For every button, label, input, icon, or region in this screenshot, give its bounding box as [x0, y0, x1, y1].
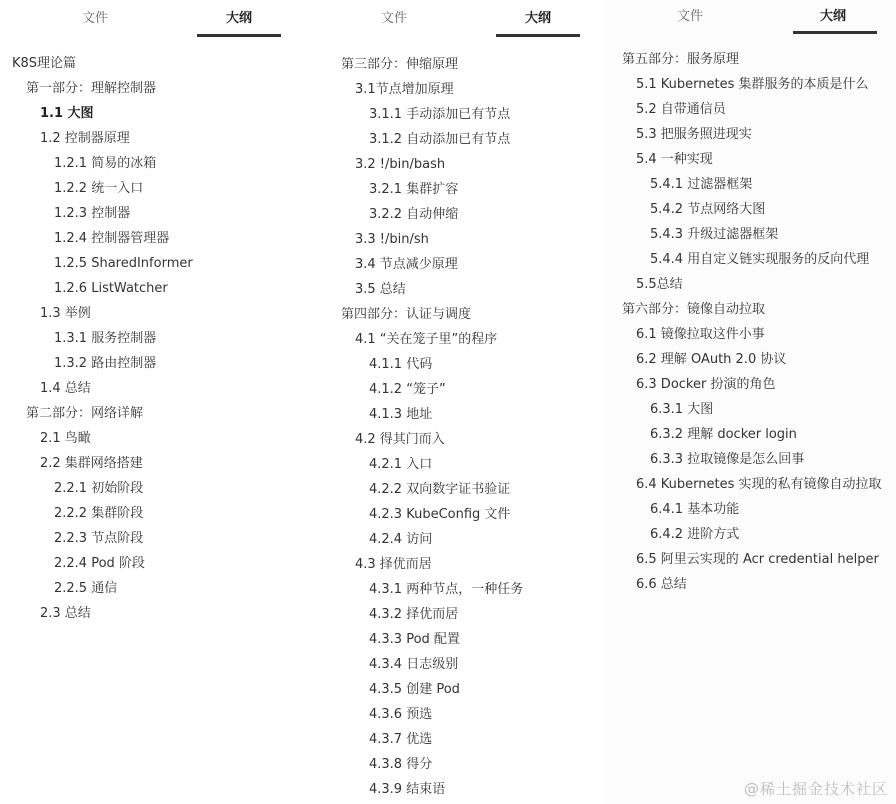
outline-item[interactable]: 1.2.5 SharedInformer: [54, 256, 193, 271]
outline-item[interactable]: 4.1.3 地址: [369, 407, 433, 422]
outline-item[interactable]: 5.4.4 用自定义链实现服务的反向代理: [650, 252, 870, 267]
outline-item[interactable]: 1.2.1 简易的冰箱: [54, 156, 157, 171]
outline-item[interactable]: 5.2 自带通信员: [636, 102, 726, 117]
outline-item[interactable]: K8S理论篇: [12, 56, 77, 71]
outline-item[interactable]: 3.1节点增加原理: [355, 82, 454, 97]
outline-item[interactable]: 6.1 镜像拉取这件小事: [636, 327, 765, 342]
outline-item[interactable]: 6.6 总结: [636, 577, 687, 592]
outline-item[interactable]: 3.2 !/bin/bash: [355, 157, 446, 172]
outline-item[interactable]: 2.2 集群网络搭建: [40, 456, 143, 471]
tab-file[interactable]: 文件: [677, 9, 704, 24]
outline-item[interactable]: 2.3 总结: [40, 606, 91, 621]
active-tab-indicator: [197, 34, 281, 37]
outline-item[interactable]: 3.4 节点减少原理: [355, 257, 458, 272]
outline-tree: [327, 52, 601, 802]
outline-item[interactable]: 第四部分：认证与调度: [341, 307, 472, 322]
outline-item[interactable]: 4.3.2 择优而居: [369, 607, 459, 622]
outline-item[interactable]: 3.1.1 手动添加已有节点: [369, 107, 511, 122]
outline-item[interactable]: 第五部分：服务原理: [622, 52, 740, 67]
tab-outline[interactable]: 大纲: [226, 11, 253, 26]
outline-item[interactable]: 5.4.2 节点网络大图: [650, 202, 766, 217]
outline-item[interactable]: 4.2.4 访问: [369, 532, 433, 547]
outline-item[interactable]: 4.2.2 双向数字证书验证: [369, 482, 511, 497]
outline-item[interactable]: 3.2.1 集群扩容: [369, 182, 459, 197]
outline-item[interactable]: 5.1 Kubernetes 集群服务的本质是什么: [636, 77, 869, 92]
outline-item[interactable]: 4.1.1 代码: [369, 357, 433, 372]
outline-item[interactable]: 第二部分：网络详解: [26, 406, 144, 421]
outline-item[interactable]: 1.3.1 服务控制器: [54, 331, 157, 346]
outline-item[interactable]: 第六部分：镜像自动拉取: [622, 302, 766, 317]
outline-item[interactable]: 4.3.7 优选: [369, 732, 433, 747]
panel-tabs: [313, 0, 601, 38]
outline-item[interactable]: 5.4.1 过滤器框架: [650, 177, 753, 192]
outline-item[interactable]: 4.3.4 日志级别: [369, 657, 459, 672]
outline-item[interactable]: 6.3.3 拉取镜像是怎么回事: [650, 452, 805, 467]
outline-item[interactable]: 5.4 一种实现: [636, 152, 713, 167]
outline-item[interactable]: 1.2.2 统一入口: [54, 181, 144, 196]
tab-file[interactable]: 文件: [82, 11, 109, 26]
outline-item[interactable]: 6.4.1 基本功能: [650, 502, 740, 517]
outline-item[interactable]: 1.2.6 ListWatcher: [54, 281, 168, 296]
tab-file[interactable]: 文件: [381, 11, 408, 26]
outline-item[interactable]: 第三部分：伸缩原理: [341, 57, 459, 72]
outline-item[interactable]: 6.3.2 理解 docker login: [650, 427, 797, 442]
outline-item[interactable]: 5.4.3 升级过滤器框架: [650, 227, 779, 242]
active-tab-indicator: [793, 31, 877, 34]
outline-item[interactable]: 4.3.5 创建 Pod: [369, 682, 460, 697]
outline-item[interactable]: 6.4.2 进阶方式: [650, 527, 740, 542]
outline-item[interactable]: 3.1.2 自动添加已有节点: [369, 132, 511, 147]
outline-item[interactable]: 2.2.5 通信: [54, 581, 118, 596]
active-tab-indicator: [496, 34, 580, 37]
tab-outline[interactable]: 大纲: [525, 11, 552, 26]
outline-item[interactable]: 5.5总结: [636, 277, 683, 292]
outline-tree: [12, 51, 305, 626]
outline-item[interactable]: 4.2.1 入口: [369, 457, 433, 472]
outline-item[interactable]: 1.2.3 控制器: [54, 206, 131, 221]
outline-item[interactable]: 2.2.4 Pod 阶段: [54, 556, 145, 571]
outline-item[interactable]: 3.3 !/bin/sh: [355, 232, 429, 247]
outline-item[interactable]: 1.3.2 路由控制器: [54, 356, 157, 371]
outline-item[interactable]: 6.3 Docker 扮演的角色: [636, 377, 776, 392]
outline-item[interactable]: 第一部分：理解控制器: [26, 81, 157, 96]
outline-item[interactable]: 3.2.2 自动伸缩: [369, 207, 459, 222]
panel-tabs: [0, 0, 305, 38]
outline-item[interactable]: 1.3 举例: [40, 306, 91, 321]
panel-tabs: [607, 0, 896, 38]
outline-item[interactable]: 6.5 阿里云实现的 Acr credential helper: [636, 552, 879, 567]
outline-item[interactable]: 2.2.3 节点阶段: [54, 531, 144, 546]
outline-item[interactable]: 4.3.3 Pod 配置: [369, 632, 460, 647]
outline-panel-3: [607, 0, 896, 804]
outline-tree: [622, 47, 896, 597]
outline-item[interactable]: 4.1.2 “笼子”: [369, 382, 446, 397]
outline-item[interactable]: 2.2.1 初始阶段: [54, 481, 144, 496]
watermark: @稀土掘金技术社区: [743, 780, 888, 798]
outline-panel-2: [313, 0, 601, 804]
outline-item[interactable]: 5.3 把服务照进现实: [636, 127, 752, 142]
outline-item[interactable]: 4.2.3 KubeConfig 文件: [369, 507, 511, 522]
outline-item[interactable]: 6.2 理解 OAuth 2.0 协议: [636, 352, 787, 367]
outline-item[interactable]: 4.3 择优而居: [355, 557, 432, 572]
outline-panel-1: [0, 0, 305, 804]
outline-item[interactable]: 1.1 大图: [40, 106, 94, 121]
outline-item[interactable]: 6.4 Kubernetes 实现的私有镜像自动拉取: [636, 477, 882, 492]
outline-item[interactable]: 1.2 控制器原理: [40, 131, 130, 146]
outline-item[interactable]: 1.4 总结: [40, 381, 91, 396]
outline-item[interactable]: 3.5 总结: [355, 282, 406, 297]
outline-item[interactable]: 1.2.4 控制器管理器: [54, 231, 170, 246]
outline-item[interactable]: 6.3.1 大图: [650, 402, 714, 417]
outline-item[interactable]: 4.3.8 得分: [369, 757, 433, 772]
outline-item[interactable]: 4.3.9 结束语: [369, 782, 446, 797]
outline-item[interactable]: 2.2.2 集群阶段: [54, 506, 144, 521]
tab-outline[interactable]: 大纲: [820, 9, 847, 24]
outline-item[interactable]: 2.1 鸟瞰: [40, 431, 91, 446]
outline-item[interactable]: 4.1 “关在笼子里”的程序: [355, 332, 498, 347]
outline-item[interactable]: 4.3.1 两种节点，一种任务: [369, 582, 524, 597]
outline-item[interactable]: 4.2 得其门而入: [355, 432, 445, 447]
outline-item[interactable]: 4.3.6 预选: [369, 707, 433, 722]
